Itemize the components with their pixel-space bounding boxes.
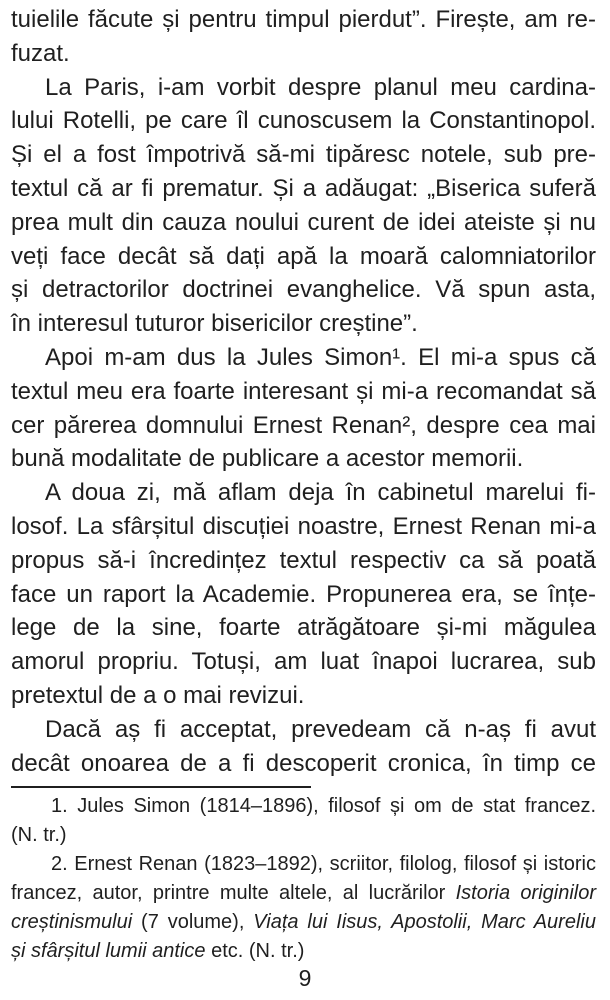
footnotes-section	[11, 792, 596, 966]
footnote-text-italic: creștinismului	[11, 911, 133, 934]
footnote	[11, 850, 596, 966]
paragraph	[11, 71, 596, 341]
footnote-line	[11, 908, 596, 937]
text-line: A doua zi, mă aflam deja în cabinetul marelui fi-	[45, 479, 596, 507]
text-line: La Paris, i-am vorbit despre planul meu cardina-	[45, 73, 596, 101]
page-footer	[0, 965, 610, 992]
footnote-line	[11, 850, 596, 879]
text-line: Dacă aș fi acceptat, prevedeam că n-aș fi avut	[45, 715, 596, 743]
text-line: propus să-i încredințez textul respectiv ca să poată	[11, 546, 596, 574]
text-line: textul meu era foarte interesant și mi-a recomandat să	[11, 377, 596, 405]
footnote-line	[11, 821, 596, 850]
text-line: lege de la sine, foarte atrăgătoare și-mi măgulea	[11, 614, 596, 642]
footnote-text-italic: și sfârșitul lumii antice	[11, 940, 206, 963]
footnote-line	[11, 937, 596, 966]
text-line: tuielile făcute și pentru timpul pierdut”. Firește, am re-	[11, 6, 596, 33]
footnote-text: 1. Jules Simon (1814–1896), filosof și om de stat francez.	[51, 795, 596, 818]
footnote-line	[11, 792, 596, 821]
text-line: prea mult din cauza noului curent de idei ateiste și nu	[11, 208, 596, 236]
text-line: bună modalitate de publicare a acestor memorii.	[11, 445, 524, 473]
text-line: amorul propriu. Totuși, am luat înapoi lucrarea, sub	[11, 648, 596, 676]
text-line: losof. La sfârșitul discuției noastre, Ernest Renan mi-a	[11, 512, 596, 540]
footnote	[11, 792, 596, 850]
footnote-text: (7 volume),	[132, 911, 254, 934]
text-line: lului Rotelli, pe care îl cunoscusem la Constantinopol.	[11, 107, 596, 135]
footnote-text: etc. (N. tr.)	[205, 940, 305, 963]
text-line: veți face decât să dați apă la moară calomniatorilor	[11, 242, 596, 270]
footnote-text: francez, autor, printre multe altele, al lucrărilor	[11, 882, 456, 905]
paragraph	[11, 713, 596, 781]
text-line: textul că ar fi prematur. Și a adăugat: „Biserica suferă	[11, 174, 596, 202]
text-line: Apoi m-am dus la Jules Simon¹. El mi-a spus că	[45, 343, 596, 371]
text-line: face un raport la Academie. Propunerea era, se înțe-	[11, 580, 596, 608]
text-line: decât onoarea de a fi descoperit cronica, în timp ce	[11, 749, 596, 777]
text-line: și detractorilor doctrinei evanghelice. Vă spun asta,	[11, 276, 596, 304]
footnote-line	[11, 879, 596, 908]
footnote-text: 2. Ernest Renan (1823–1892), scriitor, filolog, filosof și istoric	[51, 853, 596, 876]
main-text	[11, 3, 596, 780]
text-line: fuzat.	[11, 39, 70, 67]
footnote-text: (N. tr.)	[11, 824, 67, 847]
text-line: în interesul tuturor bisericilor creștine”.	[11, 310, 418, 338]
footnote-text-italic: Viața lui Iisus, Apostolii, Marc Aureliu	[253, 911, 596, 934]
footnote-separator	[11, 786, 311, 788]
text-line: Și el a fost împotrivă să-mi tipăresc notele, sub pre-	[11, 141, 596, 169]
paragraph	[11, 476, 596, 713]
paragraph	[11, 341, 596, 476]
text-line: pretextul de a o mai revizui.	[11, 681, 305, 709]
footnote-text-italic: Istoria originilor	[455, 882, 596, 905]
text-line: cer părerea domnului Ernest Renan², despre cea mai	[11, 411, 596, 439]
page-number: 9	[298, 965, 312, 991]
paragraph	[11, 3, 596, 71]
